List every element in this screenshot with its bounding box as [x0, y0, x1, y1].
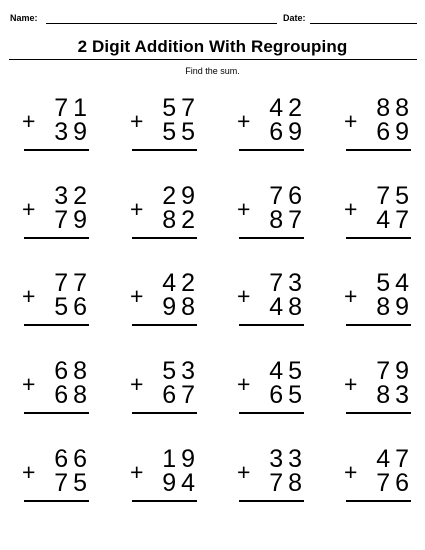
addend-top: 57	[162, 94, 200, 122]
addend-bottom: 55	[162, 118, 200, 146]
plus-sign: +	[130, 459, 144, 485]
addend-top: 68	[54, 357, 92, 385]
plus-sign: +	[237, 371, 251, 397]
answer-line	[239, 237, 304, 239]
addition-problem	[344, 271, 414, 333]
addend-top: 77	[54, 269, 92, 297]
plus-sign: +	[237, 459, 251, 485]
answer-line	[239, 412, 304, 414]
answer-line	[132, 324, 197, 326]
addend-bottom: 68	[54, 381, 92, 409]
worksheet-title: 2 Digit Addition With Regrouping	[77, 37, 348, 56]
addend-top: 32	[54, 182, 92, 210]
addition-problem	[130, 447, 200, 509]
addend-bottom: 56	[54, 293, 92, 321]
addend-bottom: 98	[162, 293, 200, 321]
plus-sign: +	[130, 196, 144, 222]
plus-sign: +	[237, 283, 251, 309]
addend-top: 75	[376, 182, 414, 210]
answer-line	[24, 237, 89, 239]
plus-sign: +	[344, 283, 358, 309]
instructions: Find the sum.	[185, 66, 240, 76]
name-label: Name:	[10, 13, 38, 23]
name-field-line	[46, 23, 277, 24]
title-divider	[9, 59, 417, 60]
addend-top: 33	[269, 445, 307, 473]
addend-top: 47	[376, 445, 414, 473]
addend-bottom: 89	[376, 293, 414, 321]
addend-bottom: 83	[376, 381, 414, 409]
plus-sign: +	[344, 371, 358, 397]
answer-line	[346, 149, 411, 151]
addition-problem	[22, 359, 92, 421]
addend-bottom: 78	[269, 469, 307, 497]
addend-bottom: 69	[269, 118, 307, 146]
addend-top: 19	[162, 445, 200, 473]
addend-bottom: 76	[376, 469, 414, 497]
addend-bottom: 69	[376, 118, 414, 146]
answer-line	[346, 412, 411, 414]
addition-problem	[237, 359, 307, 421]
plus-sign: +	[344, 459, 358, 485]
addition-problem	[22, 184, 92, 246]
addend-bottom: 82	[162, 206, 200, 234]
addend-top: 42	[162, 269, 200, 297]
addition-problem	[237, 96, 307, 158]
addend-bottom: 75	[54, 469, 92, 497]
addend-bottom: 48	[269, 293, 307, 321]
answer-line	[24, 149, 89, 151]
answer-line	[132, 237, 197, 239]
addend-bottom: 94	[162, 469, 200, 497]
plus-sign: +	[130, 108, 144, 134]
answer-line	[132, 149, 197, 151]
addition-problem	[344, 96, 414, 158]
addition-problem	[237, 184, 307, 246]
addend-bottom: 67	[162, 381, 200, 409]
addend-top: 79	[376, 357, 414, 385]
plus-sign: +	[22, 459, 36, 485]
addition-problem	[344, 359, 414, 421]
answer-line	[346, 237, 411, 239]
plus-sign: +	[237, 196, 251, 222]
addend-top: 66	[54, 445, 92, 473]
answer-line	[239, 324, 304, 326]
addition-problem	[130, 359, 200, 421]
addend-top: 42	[269, 94, 307, 122]
answer-line	[132, 412, 197, 414]
answer-line	[132, 500, 197, 502]
addition-problem	[344, 447, 414, 509]
addition-problem	[130, 96, 200, 158]
date-field-line	[310, 23, 417, 24]
plus-sign: +	[130, 283, 144, 309]
addend-top: 71	[54, 94, 92, 122]
addition-problem	[237, 447, 307, 509]
answer-line	[346, 324, 411, 326]
addition-problem	[22, 96, 92, 158]
plus-sign: +	[22, 371, 36, 397]
addition-problem	[22, 447, 92, 509]
answer-line	[24, 324, 89, 326]
answer-line	[239, 149, 304, 151]
plus-sign: +	[130, 371, 144, 397]
addend-top: 88	[376, 94, 414, 122]
plus-sign: +	[237, 108, 251, 134]
plus-sign: +	[344, 196, 358, 222]
answer-line	[24, 500, 89, 502]
addend-bottom: 39	[54, 118, 92, 146]
addend-bottom: 87	[269, 206, 307, 234]
addition-problem	[130, 271, 200, 333]
addend-bottom: 65	[269, 381, 307, 409]
addend-top: 29	[162, 182, 200, 210]
plus-sign: +	[22, 283, 36, 309]
addition-problem	[237, 271, 307, 333]
addend-top: 76	[269, 182, 307, 210]
addend-bottom: 47	[376, 206, 414, 234]
addition-problem	[344, 184, 414, 246]
addend-top: 45	[269, 357, 307, 385]
addend-top: 53	[162, 357, 200, 385]
worksheet-header	[10, 13, 418, 27]
plus-sign: +	[22, 108, 36, 134]
answer-line	[346, 500, 411, 502]
plus-sign: +	[22, 196, 36, 222]
addend-bottom: 79	[54, 206, 92, 234]
plus-sign: +	[344, 108, 358, 134]
addend-top: 73	[269, 269, 307, 297]
answer-line	[24, 412, 89, 414]
addition-problem	[22, 271, 92, 333]
date-label: Date:	[283, 13, 306, 23]
addend-top: 54	[376, 269, 414, 297]
answer-line	[239, 500, 304, 502]
addition-problem	[130, 184, 200, 246]
